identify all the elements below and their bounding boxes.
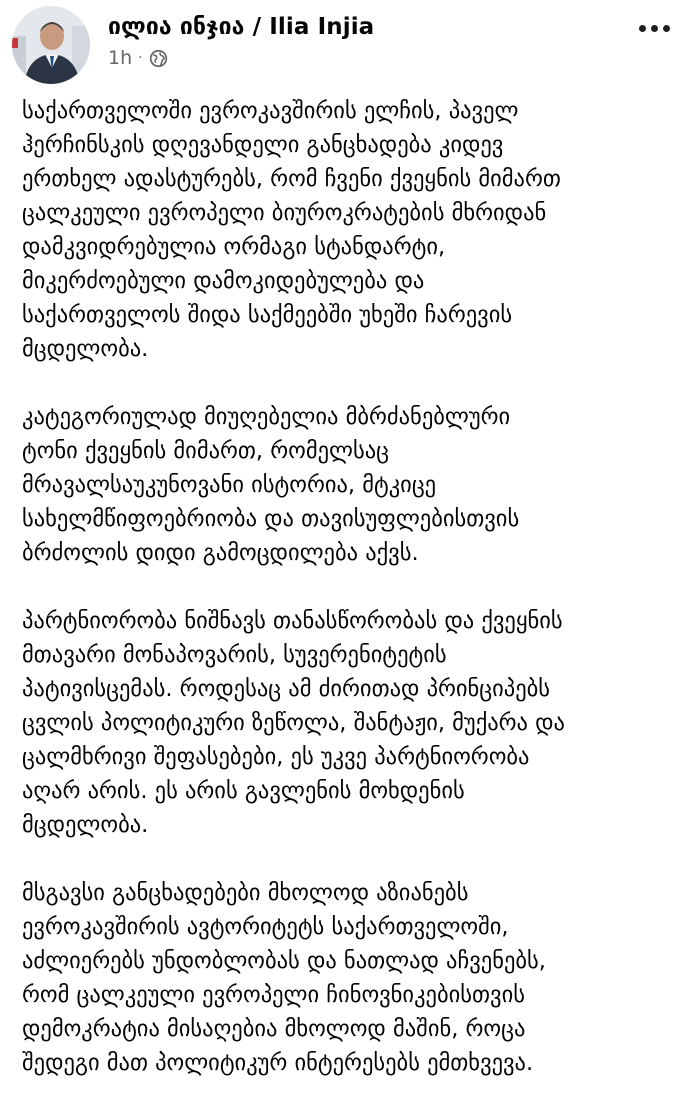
profile-photo-icon [12, 6, 90, 84]
post-paragraph: პარტნიორობა ნიშნავს თანასწორობას და ქვეყნის მთავარი მონაპოვარის, სუვერენიტეტის პატივისცემას. როდესაც ამ ძირითად პრინციპებს ცვლის პოლიტიკური ზეწოლა, შანტაჟი, მუქარა და ცალმხრივი შეფასებები, ეს უკვე პარტნიორობა აღარ არის. ეს არის გავლენის მოხდენის მცდელობა. [22, 608, 565, 838]
more-options-icon-dot [651, 25, 658, 32]
post-paragraph: მსგავსი განცხადებები მხოლოდ აზიანებს ევროკავშირის ავტორიტეტს საქართველოში, აძლიერებს უნდობლობას და ნათლად აჩვენებს, რომ ცალკეული ევროპელი ჩინოვნიკებისთვის დემოკრატია მისაღებია მხოლოდ მაშინ, როცა შედეგი მათ პოლიტიკურ ინტერესებს ემთხვევა. [22, 880, 546, 1076]
post-paragraph: საქართველოში ევროკავშირის ელჩის, პაველ ჰერჩინსკის დღევანდელი განცხადება კიდევ ერთხელ ადასტურებს, რომ ჩვენი ქვეყნის მიმართ ცალკეული ევროპელი ბიუროკრატების მხრიდან დამკვიდრებულია ორმაგი სტანდარტი, მიკერძოებული დამოკიდებულება და საქართველოს შიდა საქმეებში უხეში ჩარევის მცდელობა. [22, 98, 561, 362]
post-header [0, 0, 692, 80]
post-meta [108, 47, 168, 69]
post-paragraph: კატეგორიულად მიუღებელია მბრძანებლური ტონი ქვეყნის მიმართ, რომელსაც მრავალსაუკუნოვანი ისტორია, მტკიცე სახელმწიფოებრიობა და თავისუფლებისთვის ბრძოლის დიდი გამოცდილება აქვს. [22, 404, 520, 566]
more-options-icon [639, 25, 646, 32]
meta-separator: · [138, 50, 143, 66]
more-options-icon-dot [663, 25, 670, 32]
globe-icon[interactable] [149, 49, 168, 68]
post-text [22, 94, 677, 1114]
author-name[interactable]: ილია ინჯია / Ilia Injia [108, 14, 375, 40]
avatar[interactable] [12, 6, 90, 84]
post-time[interactable]: 1h [108, 47, 133, 69]
more-options-button[interactable] [634, 18, 674, 38]
